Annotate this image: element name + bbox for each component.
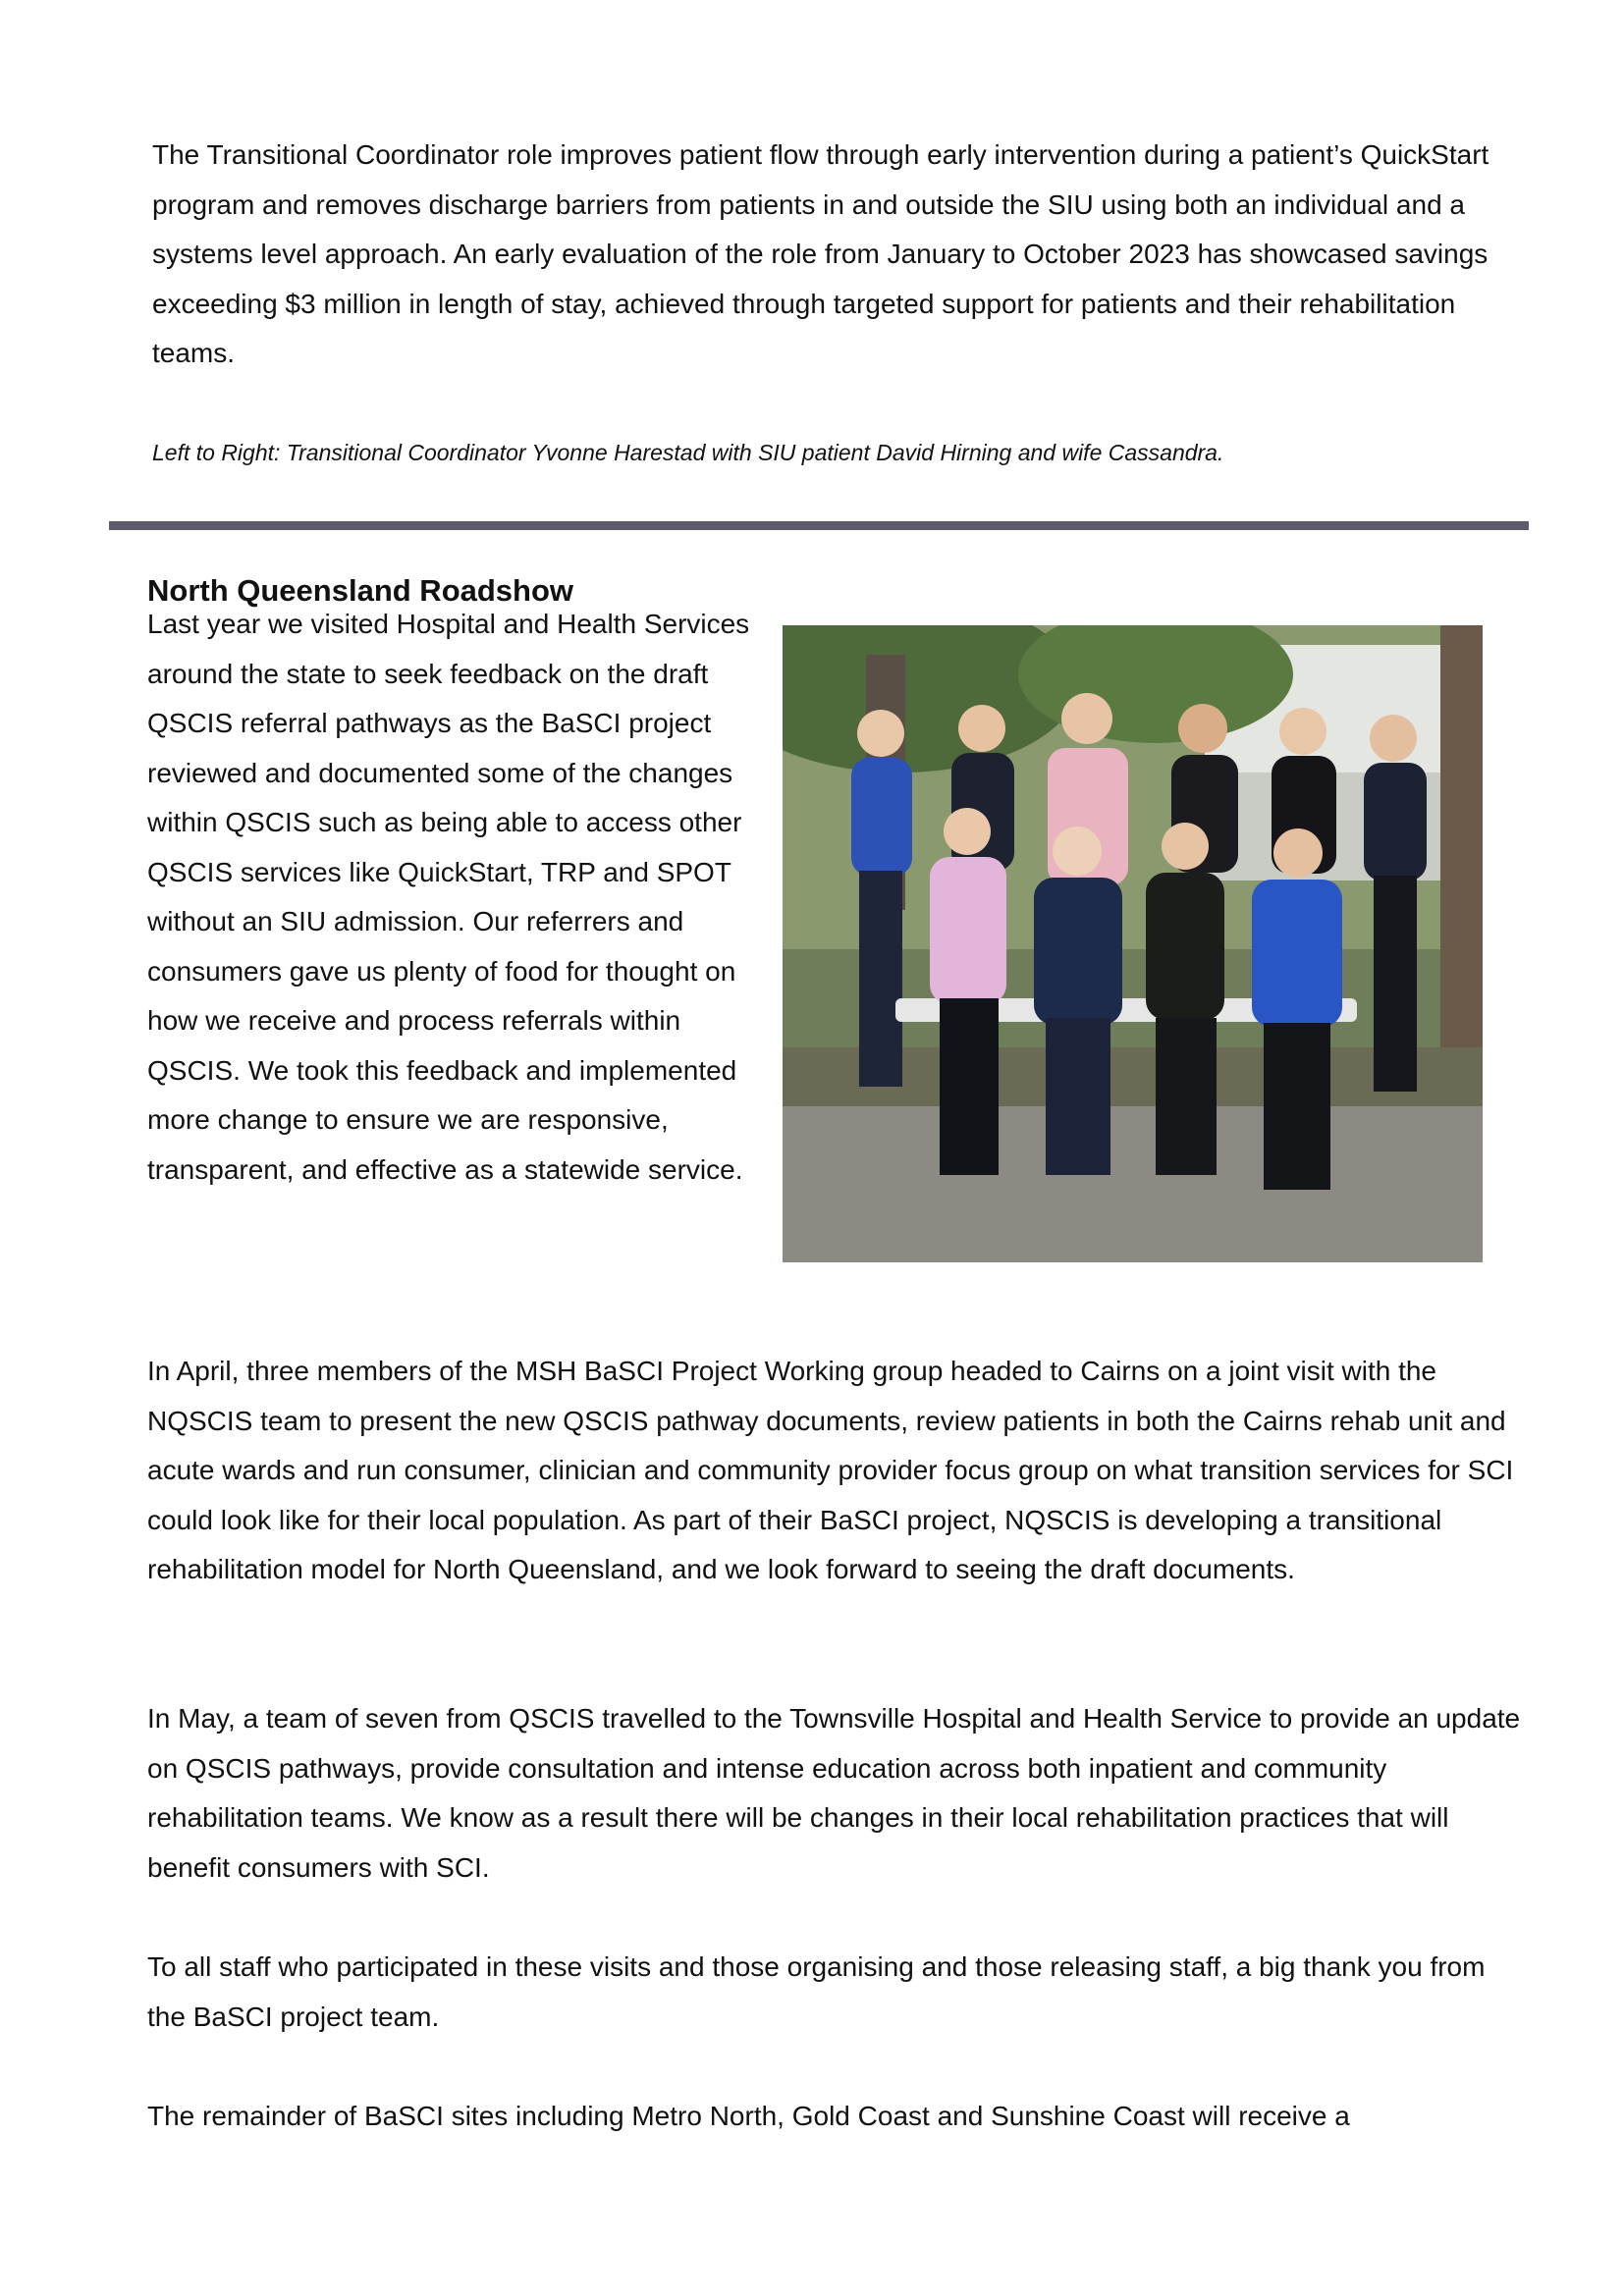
- photo-caption: Left to Right: Transitional Coordinator Yvonne Harestad with SIU patient David Hirning and wife Cassandra.: [152, 440, 1224, 465]
- section-divider: [109, 521, 1529, 530]
- roadshow-paragraph-1: Last year we visited Hospital and Health Services around the state to seek feedback on the draft QSCIS referral pathways as the BaSCI project reviewed and documented some of the changes within QSCIS such as being able to access other QSCIS services like QuickStart, TRP and SPOT without an SIU admission. Our referrers and consumers gave us plenty of food for thought on how we receive and process referrals within QSCIS. We took this feedback and implemented more change to ensure we are responsive, transparent, and effective as a statewide service.: [147, 609, 750, 1185]
- intro-paragraph: The Transitional Coordinator role improves patient flow through early intervention during a patient’s QuickStart program and removes discharge barriers from patients in and outside the SIU using both an individual and a systems level approach. An early evaluation of the role from January to October 2023 has showcased savings exceeding $3 million in length of stay, achieved through targeted support for patients and their rehabilitation teams.: [152, 139, 1489, 368]
- team-group-photo: [783, 625, 1483, 1262]
- roadshow-paragraph-3: In May, a team of seven from QSCIS travelled to the Townsville Hospital and Health Service to provide an update on QSCIS pathways, provide consultation and intense education across both inpatient and community rehabilitation teams. We know as a result there will be changes in their local rehabilitation practices that will benefit consumers with SCI.: [147, 1703, 1521, 1883]
- roadshow-paragraph-4: To all staff who participated in these visits and those organising and those releasing staff, a big thank you from the BaSCI project team.: [147, 1951, 1486, 2032]
- roadshow-paragraph-2: In April, three members of the MSH BaSCI Project Working group headed to Cairns on a joint visit with the NQSCIS team to present the new QSCIS pathway documents, review patients in both the Cairns rehab unit and acute wards and run consumer, clinician and community provider focus group on what transition services for SCI could look like for their local population. As part of their BaSCI project, NQSCIS is developing a transitional rehabilitation model for North Queensland, and we look forward to seeing the draft documents.: [147, 1356, 1514, 1584]
- roadshow-paragraph-5: The remainder of BaSCI sites including Metro North, Gold Coast and Sunshine Coast will receive a: [147, 2101, 1350, 2131]
- section-heading: North Queensland Roadshow: [147, 573, 574, 608]
